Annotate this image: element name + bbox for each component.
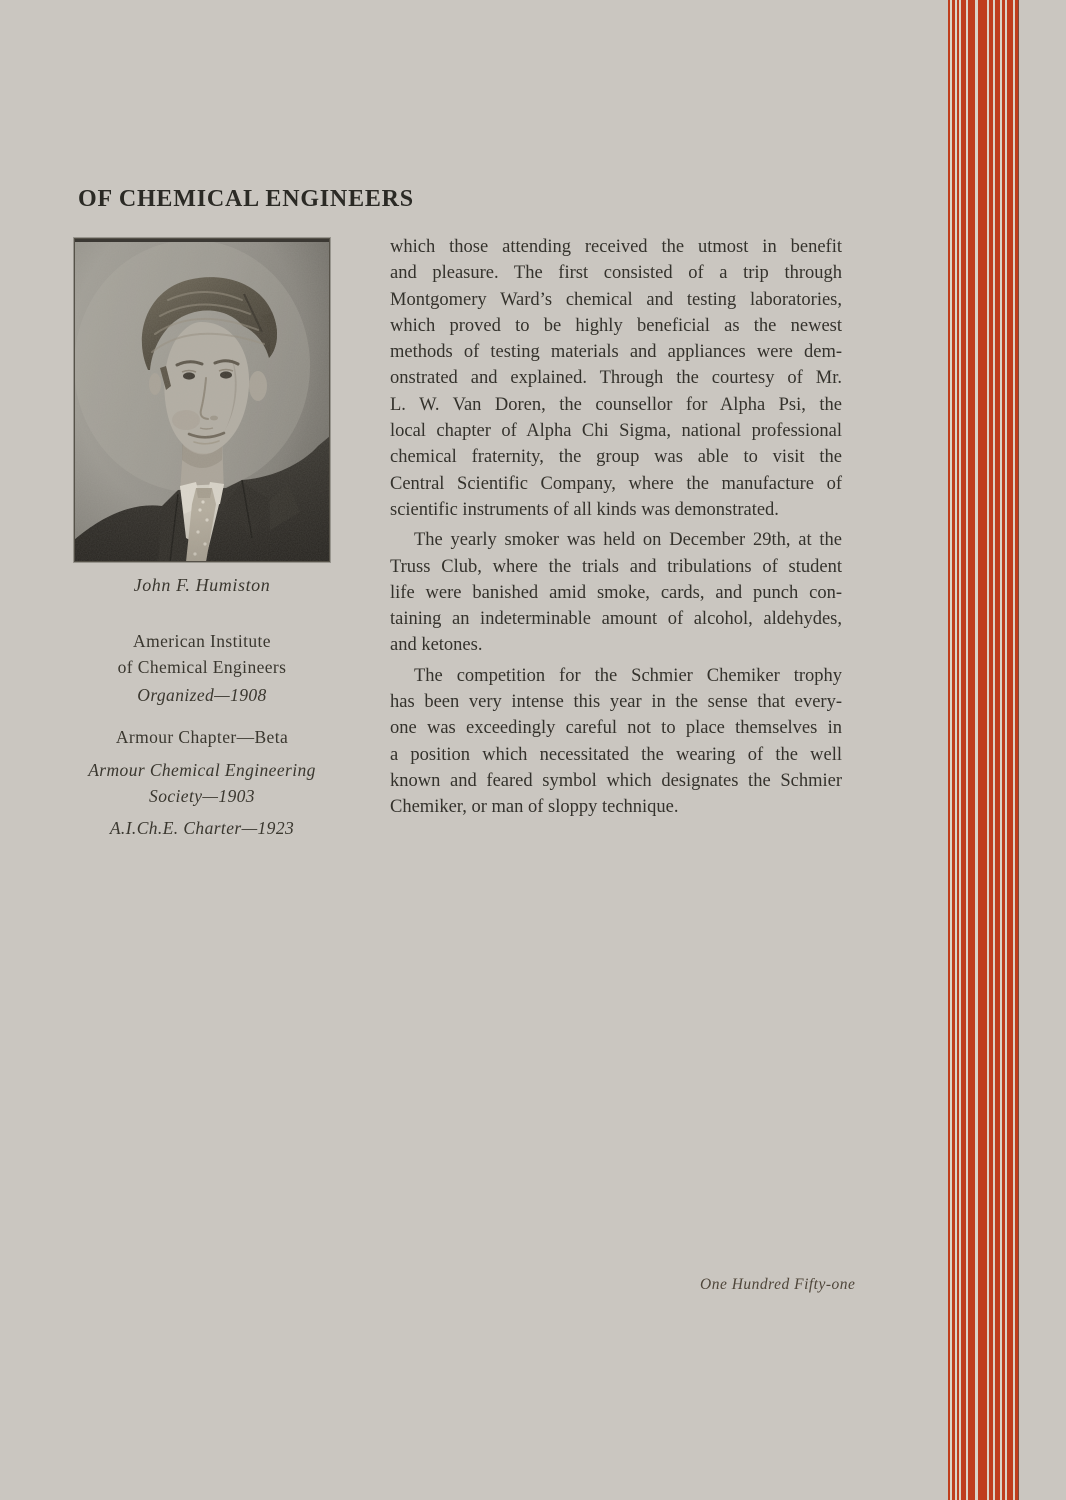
text-line: and pleasure. The first consisted of a trip through (390, 263, 842, 284)
sidebar-line: Society—1903 (149, 786, 255, 806)
text-line: local chapter of Alpha Chi Sigma, national professional (390, 421, 842, 442)
text-line: taining an indeterminable amount of alcohol, aldehydes, (390, 609, 842, 630)
stripe-red (978, 0, 987, 1500)
text-line: The competition for the Schmier Chemiker trophy (414, 665, 842, 686)
page-number: One Hundred Fifty-one (700, 1276, 856, 1293)
sidebar-line: Armour Chapter—Beta (115, 727, 289, 747)
text-line: Central Scientific Company, where the manufacture of (390, 473, 842, 494)
text-line: Chemiker, or man of sloppy technique. (390, 797, 679, 818)
sidebar-entry (42, 757, 362, 809)
sidebar-line: American Institute (133, 631, 271, 651)
text-line: L. W. Van Doren, the counsellor for Alpha Psi, the (390, 394, 842, 415)
text-line: scientific instruments of all kinds was demonstrated. (390, 499, 779, 520)
sidebar-entry (42, 724, 362, 750)
text-line: methods of testing materials and appliances were dem- (390, 342, 842, 363)
sidebar-line: Organized—1908 (137, 685, 267, 705)
text-line: life were banished amid smoke, cards, and punch con- (390, 582, 842, 603)
text-line: Montgomery Ward’s chemical and testing laboratories, (390, 289, 842, 310)
text-line: Truss Club, where the trials and tribulations of student (390, 556, 842, 577)
text-line: and ketones. (390, 635, 483, 656)
binding-stripe-band (948, 0, 1019, 1500)
article (390, 234, 842, 825)
text-line: one was exceedingly careful not to place themselves in (390, 718, 842, 739)
text-line: chemical fraternity, the group was able to visit the (390, 447, 842, 468)
sidebar-line: Armour Chemical Engineering (88, 760, 316, 780)
text-line: The yearly smoker was held on December 29th, at the (414, 530, 842, 551)
text-line: which those attending received the utmost in benefit (390, 237, 842, 257)
stripe-red (968, 0, 975, 1500)
sidebar-line: of Chemical Engineers (117, 657, 287, 677)
portrait-caption: John F. Humiston (133, 575, 271, 595)
text-line: onstrated and explained. Through the courtesy of Mr. (390, 368, 842, 389)
text-line: a position which necessitated the wearing of the well (390, 744, 842, 765)
paragraph (390, 663, 842, 821)
portrait-photo (74, 238, 330, 562)
sidebar-entry (42, 628, 362, 680)
paragraph (390, 234, 842, 523)
sidebar-line: A.I.Ch.E. Charter—1923 (109, 818, 295, 838)
text-line: has been very intense this year in the sense that every- (390, 692, 842, 713)
stripe-edge (1018, 0, 1019, 1500)
paragraph (390, 527, 842, 658)
text-line: known and feared symbol which designates the Schmier (390, 770, 842, 791)
sidebar-entry (42, 682, 362, 708)
text-line: which proved to be highly beneficial as the newest (390, 315, 842, 336)
page-title: OF CHEMICAL ENGINEERS (78, 186, 414, 212)
portrait-illustration (74, 238, 330, 562)
sidebar-entry (42, 815, 362, 841)
